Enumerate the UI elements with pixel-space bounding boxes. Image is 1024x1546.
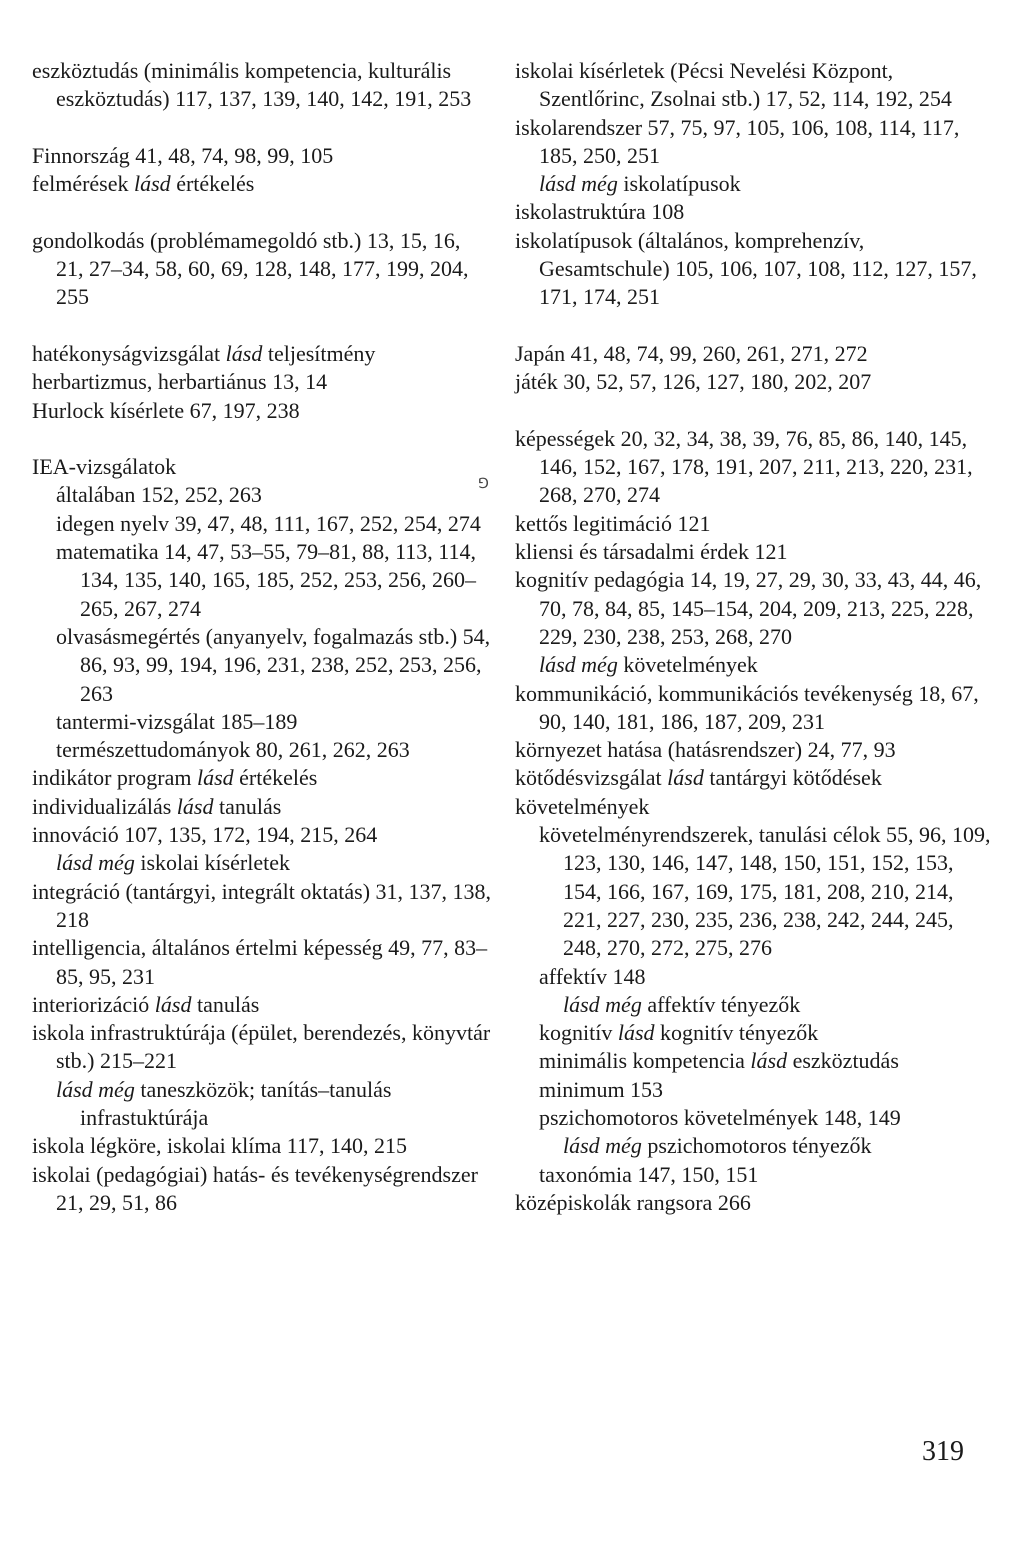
index-cross-reference: lásd még iskolatípusok [539, 171, 741, 197]
index-entry: indikátor program lásd értékelés [32, 765, 318, 791]
index-entry: iskola légköre, iskolai klíma 117, 140, 215 [32, 1133, 407, 1159]
index-entry: kötődésvizsgálat lásd tantárgyi kötődések [515, 765, 882, 791]
index-subentry: természettudományok 80, 261, 262, 263 [56, 737, 410, 763]
index-entry: középiskolák rangsora 266 [515, 1189, 751, 1215]
index-entry: iskolai (pedagógiai) hatás- és tevékenységrendszer 21, 29, 51, 86 [32, 1161, 478, 1215]
index-entry: hatékonyságvizsgálat lásd teljesítmény [32, 340, 376, 366]
index-entry: kettős legitimáció 121 [515, 510, 711, 536]
index-entry: intelligencia, általános értelmi képesség 49, 77, 83–85, 95, 231 [32, 935, 488, 989]
index-subentry: követelményrendszerek, tanulási célok 55, 96, 109, 123, 130, 146, 147, 148, 150, 151, 152, 153, 154, 166, 167, 169, 175, 181, 208, 210, 214, 221, 227, 230, 235, 236, 238, 242, 244, 245, 248, 270, 272, 275, 276 [539, 822, 991, 961]
index-subentry: pszichomotoros követelmények 148, 149 [539, 1104, 901, 1130]
index-entry: iskolatípusok (általános, komprehenzív, Gesamtschule) 105, 106, 107, 108, 112, 127, 157, 171, 174, 251 [515, 227, 977, 310]
index-entry: játék 30, 52, 57, 126, 127, 180, 202, 207 [515, 369, 872, 395]
index-subentry: tantermi-vizsgálat 185–189 [56, 708, 298, 734]
index-cross-reference: lásd még taneszközök; tanítás–tanulás infrastuktúrája [56, 1076, 392, 1130]
index-subentry: minimum 153 [539, 1076, 664, 1102]
index-subentry: általában 152, 252, 263 [56, 482, 262, 508]
index-cross-reference: lásd még iskolai kísérletek [56, 850, 291, 876]
index-subentry: taxonómia 147, 150, 151 [539, 1161, 759, 1187]
index-subentry: minimális kompetencia lásd eszköztudás [539, 1048, 899, 1074]
scan-mark: ⅁ [478, 477, 489, 492]
index-entry: Hurlock kísérlete 67, 197, 238 [32, 397, 300, 423]
index-cross-reference: lásd még pszichomotoros tényezők [563, 1133, 872, 1159]
index-column-left [32, 57, 492, 1217]
index-entry: IEA-vizsgálatok [32, 454, 177, 480]
index-entry: kognitív pedagógia 14, 19, 27, 29, 30, 33, 43, 44, 46, 70, 78, 84, 85, 145–154, 204, 209, 213, 225, 228, 229, 230, 238, 253, 268, 270 [515, 567, 982, 649]
index-subentry: affektív 148 [539, 963, 646, 989]
index-subentry: olvasásmegértés (anyanyelv, fogalmazás stb.) 54, 86, 93, 99, 194, 196, 231, 238, 252, 253, 256, 263 [56, 623, 491, 706]
index-entry: herbartizmus, herbartiánus 13, 14 [32, 369, 328, 395]
index-entry: környezet hatása (hatásrendszer) 24, 77, 93 [515, 737, 896, 763]
index-entry: interiorizáció lásd tanulás [32, 991, 260, 1017]
index-cross-reference: lásd még követelmények [539, 652, 758, 678]
index-entry: integráció (tantárgyi, integrált oktatás) 31, 137, 138, 218 [32, 878, 492, 932]
index-entry: iskolai kísérletek (Pécsi Nevelési Központ, Szentlőrinc, Zsolnai stb.) 17, 52, 114, 192, 254 [515, 58, 952, 112]
index-entry: individualizálás lásd tanulás [32, 793, 282, 819]
index-entry: Japán 41, 48, 74, 99, 260, 261, 271, 272 [515, 340, 868, 366]
index-entry: kommunikáció, kommunikációs tevékenység 18, 67, 90, 140, 181, 186, 187, 209, 231 [515, 680, 979, 734]
index-cross-reference: lásd még affektív tényezők [563, 991, 801, 1017]
index-entry: felmérések lásd értékelés [32, 171, 255, 197]
page-number: 319 [922, 1436, 964, 1467]
index-entry: képességek 20, 32, 34, 38, 39, 76, 85, 86, 140, 145, 146, 152, 167, 178, 191, 207, 211, 213, 220, 231, 268, 270, 274 [515, 425, 973, 508]
index-entry: iskolastruktúra 108 [515, 199, 685, 225]
index-entry: követelmények [515, 793, 650, 819]
index-entry: eszköztudás (minimális kompetencia, kulturális eszköztudás) 117, 137, 139, 140, 142, 191, 253 [32, 58, 472, 112]
index-entry: innováció 107, 135, 172, 194, 215, 264 [32, 822, 378, 848]
index-entry: Finnország 41, 48, 74, 98, 99, 105 [32, 142, 334, 168]
index-subentry: idegen nyelv 39, 47, 48, 111, 167, 252, 254, 274 [56, 510, 481, 536]
index-subentry: matematika 14, 47, 53–55, 79–81, 88, 113, 114, 134, 135, 140, 165, 185, 252, 253, 256, 260–265, 267, 274 [56, 539, 476, 621]
index-entry: kliensi és társadalmi érdek 121 [515, 539, 788, 565]
index-entry: gondolkodás (problémamegoldó stb.) 13, 15, 16, 21, 27–34, 58, 60, 69, 128, 148, 177, 199, 204, 255 [32, 227, 469, 310]
index-subentry: kognitív lásd kognitív tényezők [539, 1020, 819, 1046]
index-entry: iskola infrastruktúrája (épület, berendezés, könyvtár stb.) 215–221 [32, 1020, 491, 1074]
index-column-right [515, 57, 995, 1217]
index-entry: iskolarendszer 57, 75, 97, 105, 106, 108, 114, 117, 185, 250, 251 [515, 114, 960, 168]
